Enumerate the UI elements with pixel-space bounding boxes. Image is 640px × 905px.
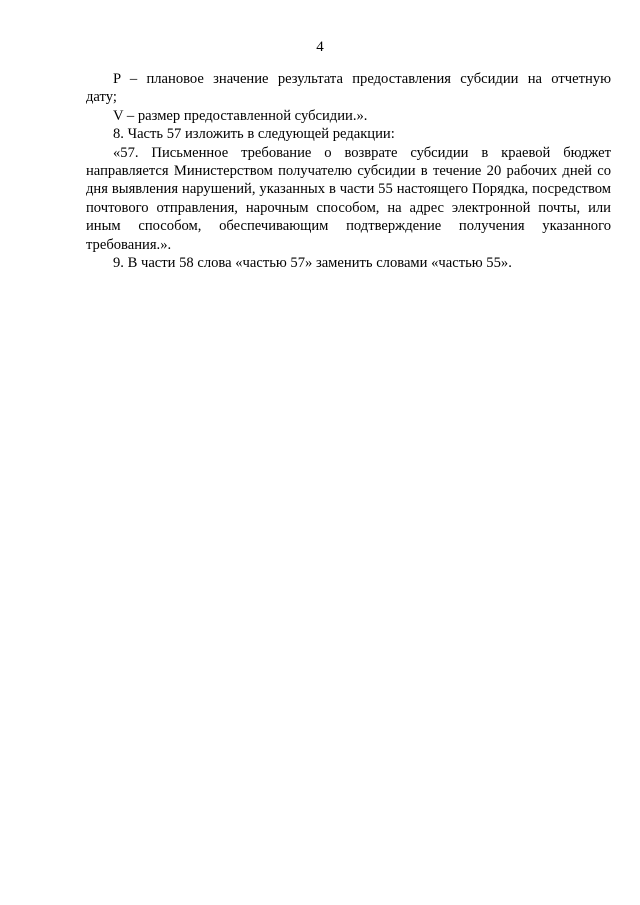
text-line: требования.». [86, 236, 172, 253]
text-line: P – плановое значение результата предоставления субсидии на отчетную [113, 71, 611, 87]
text-line: направляется Министерством получателю субсидии в течение 20 рабочих дней со [86, 163, 611, 180]
paragraph-item-8 [86, 125, 611, 143]
text-line: 9. В части 58 слова «частью 57» заменить словами «частью 55». [113, 255, 512, 272]
paragraph-item-9 [86, 254, 611, 272]
text-line: почтового отправления, нарочным способом, на адрес электронной почты, или [86, 199, 611, 216]
text-line: 8. Часть 57 изложить в следующей редакции: [113, 126, 395, 143]
paragraph-formula-p [86, 70, 611, 107]
text-line: «57. Письменное требование о возврате субсидии в краевой бюджет [113, 144, 611, 161]
text-line: дня выявления нарушений, указанных в части 55 настоящего Порядка, посредством [86, 181, 611, 198]
paragraph-formula-v [86, 107, 611, 125]
text-line: дату; [86, 89, 117, 106]
page-number: 4 [316, 39, 324, 55]
text-line: иным способом, обеспечивающим подтверждение получения указанного [86, 218, 611, 235]
document-body [86, 70, 611, 272]
paragraph-part-57 [86, 144, 611, 254]
text-line: V – размер предоставленной субсидии.». [113, 107, 368, 124]
